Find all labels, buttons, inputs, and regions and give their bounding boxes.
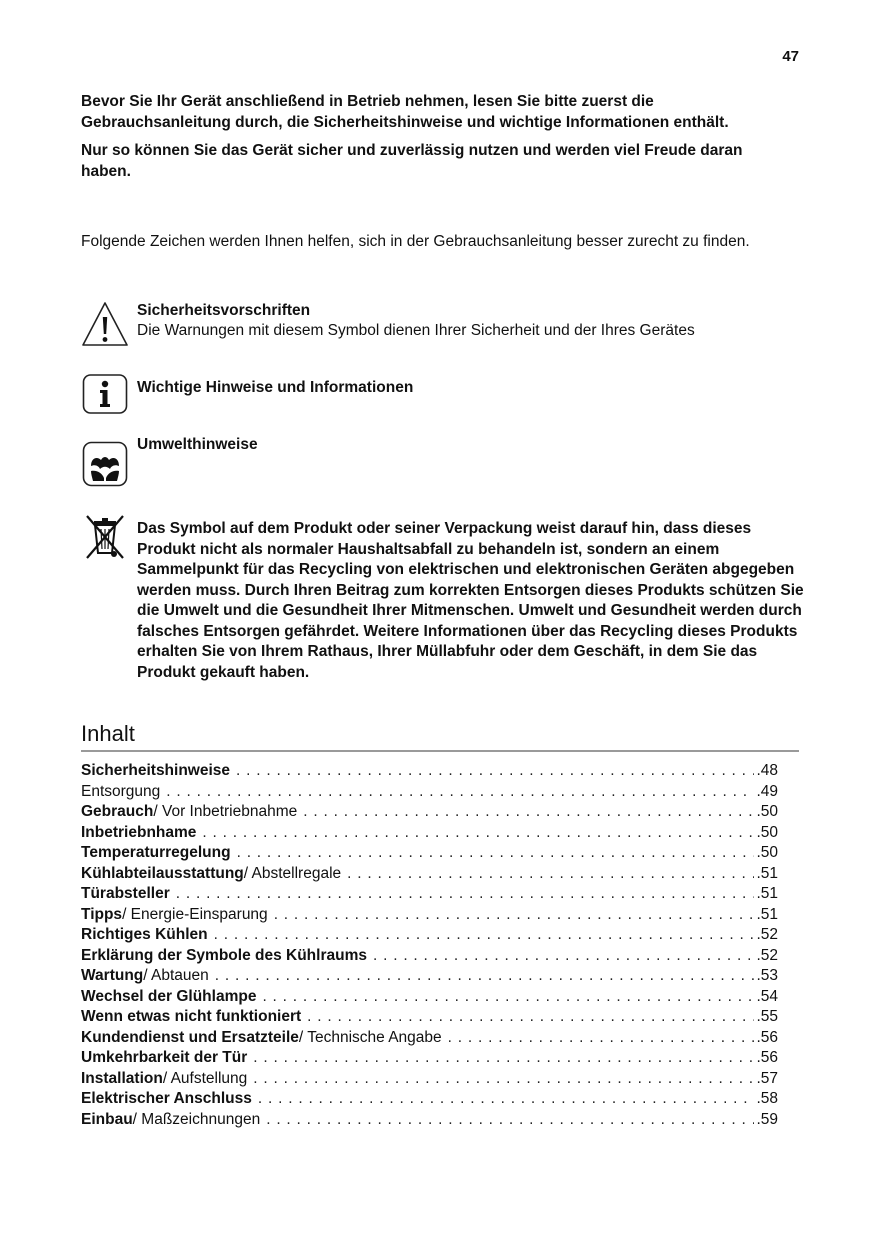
toc-entry-title: Richtiges Kühlen	[81, 926, 208, 943]
environment-flower-icon	[81, 440, 129, 488]
toc-entry-title: Kühlabteilausstattung	[81, 864, 244, 882]
table-of-contents	[81, 762, 778, 1131]
toc-entry-page: .53	[756, 967, 778, 984]
toc-dot-leader	[307, 1008, 754, 1026]
toc-entry-page: .50	[756, 844, 778, 861]
toc-entry[interactable]	[81, 783, 778, 804]
toc-entry-subtitle: / Abtauen	[143, 967, 209, 984]
info-icon	[81, 371, 129, 419]
toc-entry-subtitle: Entsorgung	[81, 782, 161, 800]
toc-entry[interactable]	[81, 947, 778, 968]
toc-entry-title: Wartung	[81, 967, 144, 984]
toc-entry-page: .56	[756, 1028, 778, 1046]
toc-dot-leader	[347, 865, 754, 883]
toc-entry-page: .52	[756, 946, 778, 964]
warning-triangle-icon	[81, 301, 129, 349]
toc-entry-page: .51	[756, 905, 778, 923]
toc-dot-leader	[303, 803, 754, 821]
toc-entry-title: Temperaturregelung	[81, 844, 231, 861]
toc-entry[interactable]	[81, 844, 778, 865]
toc-entry-subtitle: / Energie-Einsparung	[122, 905, 268, 923]
toc-entry[interactable]	[81, 865, 778, 886]
toc-entry[interactable]	[81, 1111, 778, 1132]
toc-entry[interactable]	[81, 1070, 778, 1091]
toc-entry-page: .58	[756, 1090, 778, 1107]
toc-entry[interactable]	[81, 1090, 778, 1111]
toc-entry-title: Erklärung der Symbole des Kühlraums	[81, 946, 367, 964]
toc-dot-leader	[202, 824, 754, 842]
toc-entry-title: Umkehrbarkeit der Tür	[81, 1049, 248, 1066]
toc-entry-page: .54	[756, 987, 778, 1005]
recycling-notice: Das Symbol auf dem Produkt oder seiner Verpackung weist darauf hin, dass dieses Produkt nicht als normaler Haushaltsabfall zu behandeln ist, sondern an einem Sammelpunkt für das Recycling von elektrischen und elektronischen Geräten abgegeben werden muss. Durch Ihren Beitrag zum korrekten Entsorgen dieses Produkts schützen Sie die Umwelt und die Gesundheit Ihrer Mitmenschen. Umwelt und Gesundheit werden durch falsches Entsorgen gefährdet. Weitere Informationen über das Recycling dieses Produkts erhalten Sie von Ihrem Rathaus, Ihrer Müllabfuhr oder dem Geschäft, in dem Sie das Produkt gekauft haben.	[137, 520, 804, 681]
toc-dot-leader	[266, 1111, 754, 1129]
toc-entry-page: .57	[756, 1069, 778, 1087]
toc-entry-title: Installation	[81, 1069, 163, 1087]
symbol-title-environment: Umwelthinweise	[137, 436, 258, 453]
toc-dot-leader	[373, 947, 754, 965]
symbol-title-info: Wichtige Hinweise und Informationen	[137, 379, 414, 396]
intro-paragraph-2: Nur so können Sie das Gerät sicher und zuverlässig nutzen und werden viel Freude daran haben.	[81, 142, 743, 180]
toc-entry-title: Türabsteller	[81, 885, 170, 902]
toc-entry-title: Wenn etwas nicht funktioniert	[81, 1008, 302, 1025]
toc-entry-subtitle: / Abstellregale	[243, 864, 342, 882]
toc-entry[interactable]	[81, 885, 778, 906]
toc-entry[interactable]	[81, 762, 778, 783]
toc-entry[interactable]	[81, 824, 778, 845]
crossed-bin-icon	[81, 513, 129, 561]
toc-dot-leader	[176, 885, 755, 903]
toc-entry[interactable]	[81, 967, 778, 988]
symbol-text-info	[137, 378, 797, 398]
symbol-row-info	[81, 371, 801, 419]
toc-entry[interactable]	[81, 1008, 778, 1029]
toc-entry-title: Wechsel der Glühlampe	[81, 987, 257, 1005]
toc-entry[interactable]	[81, 1049, 778, 1070]
toc-entry-page: .50	[756, 823, 778, 841]
toc-entry-subtitle: / Vor Inbetriebnahme	[153, 803, 298, 820]
toc-entry-page: .48	[756, 762, 778, 779]
toc-entry-page: .51	[756, 864, 778, 882]
toc-entry-page: .55	[756, 1008, 778, 1025]
toc-dot-leader	[236, 762, 754, 780]
intro-paragraph-1: Bevor Sie Ihr Gerät anschließend in Betrieb nehmen, lesen Sie bitte zuerst die Gebrauchsanleitung durch, die Sicherheitshinweise und wichtige Informationen enthält.	[81, 93, 729, 131]
toc-entry-page: .56	[756, 1049, 778, 1066]
toc-dot-leader	[274, 906, 755, 924]
toc-entry-title: Kundendienst und Ersatzteile	[81, 1028, 299, 1046]
toc-entry-title: Sicherheitshinweise	[81, 762, 231, 779]
toc-dot-leader	[166, 783, 754, 801]
symbol-row-safety	[81, 301, 801, 349]
toc-dot-leader	[214, 926, 755, 944]
symbol-text-safety	[137, 301, 797, 341]
toc-dot-leader	[237, 844, 755, 862]
toc-entry[interactable]	[81, 906, 778, 927]
toc-divider	[81, 750, 799, 752]
toc-entry-title: Gebrauch	[81, 803, 154, 820]
toc-dot-leader	[262, 988, 754, 1006]
symbol-row-environment	[81, 435, 801, 487]
symbol-desc-safety: Die Warnungen mit diesem Symbol dienen Ihrer Sicherheit und der Ihres Gerätes	[137, 322, 695, 339]
toc-dot-leader	[448, 1029, 755, 1047]
toc-entry[interactable]	[81, 1029, 778, 1050]
toc-dot-leader	[253, 1049, 754, 1067]
toc-entry-subtitle: / Maßzeichnungen	[132, 1110, 261, 1128]
toc-entry-page: .50	[756, 803, 778, 820]
page-number: 47	[782, 48, 799, 65]
symbol-title-safety: Sicherheitsvorschriften	[137, 302, 311, 319]
toc-entry-title: Tipps	[81, 905, 123, 923]
intro-section	[81, 91, 781, 189]
toc-entry-page: .49	[756, 782, 778, 800]
toc-entry-title: Elektrischer Anschluss	[81, 1090, 252, 1107]
toc-dot-leader	[258, 1090, 755, 1108]
toc-entry[interactable]	[81, 988, 778, 1009]
toc-entry-page: .51	[756, 885, 778, 902]
toc-entry-subtitle: / Technische Angabe	[298, 1028, 442, 1046]
symbol-text-environment	[137, 435, 797, 455]
toc-entry-page: .52	[756, 926, 778, 943]
toc-dot-leader	[253, 1070, 754, 1088]
toc-entry-subtitle: / Aufstellung	[162, 1069, 248, 1087]
toc-entry-page: .59	[756, 1110, 778, 1128]
symbol-guide-text: Folgende Zeichen werden Ihnen helfen, sich in der Gebrauchsanleitung besser zurecht zu finden.	[81, 233, 750, 250]
toc-entry-title: Einbau	[81, 1110, 133, 1128]
toc-entry-title: Inbetriebnhame	[81, 823, 197, 841]
toc-dot-leader	[215, 967, 755, 985]
symbol-row-recycling	[81, 519, 804, 705]
toc-heading: Inhalt	[81, 721, 135, 746]
toc-entry[interactable]	[81, 803, 778, 824]
toc-entry[interactable]	[81, 926, 778, 947]
